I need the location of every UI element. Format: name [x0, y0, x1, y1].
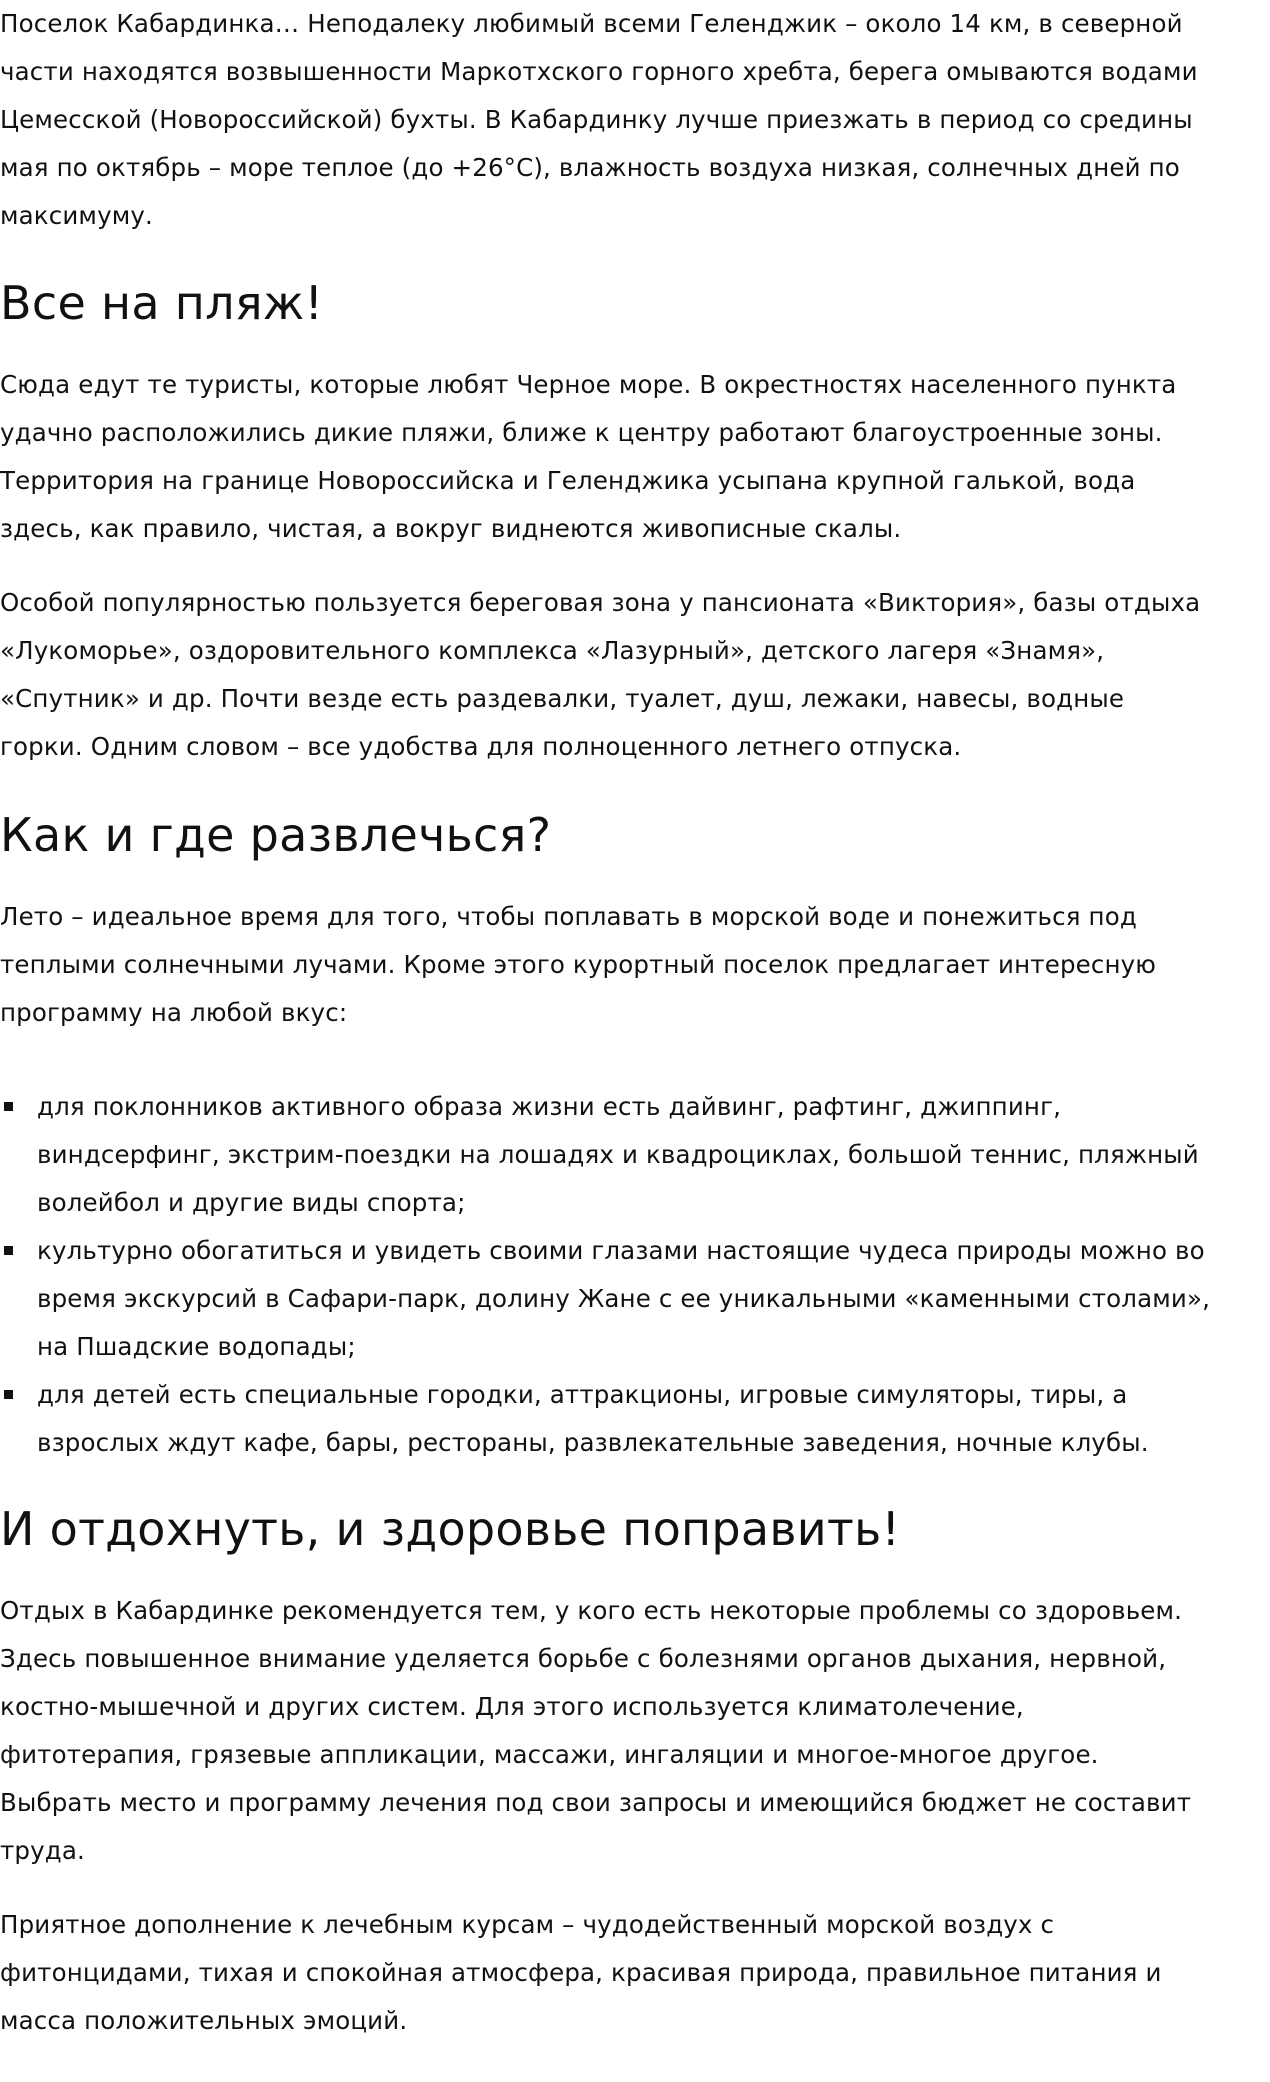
text-line: Здесь повышенное внимание уделяется борьбе с болезнями органов дыхания, нервной,	[0, 1644, 1167, 1673]
text-line: Цемесской (Новороссийской) бухты. В Кабардинку лучше приезжать в период со средины	[0, 105, 1193, 134]
text-line: для детей есть специальные городки, аттракционы, игровые симуляторы, тиры, а	[37, 1380, 1128, 1409]
text-line: труда.	[0, 1836, 85, 1865]
square-bullet-icon	[4, 1102, 13, 1111]
list-item	[0, 1371, 1270, 1467]
list-item	[0, 1227, 1270, 1371]
text-line: волейбол и другие виды спорта;	[37, 1188, 466, 1217]
text-line: фитотерапия, грязевые аппликации, массажи, ингаляции и многое-многое другое.	[0, 1740, 1099, 1769]
intro-paragraph	[0, 0, 1270, 240]
entertainment-list	[0, 1083, 1270, 1467]
entertainment-paragraph	[0, 893, 1270, 1037]
text-line: здесь, как правило, чистая, а вокруг виднеются живописные скалы.	[0, 514, 902, 543]
text-line: Поселок Кабардинка… Неподалеку любимый всеми Геленджик – около 14 км, в северной	[0, 9, 1183, 38]
health-heading: И отдохнуть, и здоровье поправить!	[0, 1502, 901, 1556]
beach-paragraph-1	[0, 361, 1270, 553]
text-line: фитонцидами, тихая и спокойная атмосфера, красивая природа, правильное питания и	[0, 1958, 1162, 1987]
text-line: Выбрать место и программу лечения под свои запросы и имеющийся бюджет не составит	[0, 1788, 1192, 1817]
beach-paragraph-2	[0, 579, 1270, 771]
text-line: горки. Одним словом – все удобства для полноценного летнего отпуска.	[0, 732, 962, 761]
text-line: части находятся возвышенности Маркотхского горного хребта, берега омываются водами	[0, 57, 1198, 86]
text-line: максимуму.	[0, 201, 153, 230]
text-line: виндсерфинг, экстрим-поездки на лошадях и квадроциклах, большой теннис, пляжный	[37, 1140, 1199, 1169]
text-line: Отдых в Кабардинке рекомендуется тем, у кого есть некоторые проблемы со здоровьем.	[0, 1596, 1183, 1625]
health-paragraph-2	[0, 1901, 1270, 2045]
text-line: Приятное дополнение к лечебным курсам – чудодейственный морской воздух с	[0, 1910, 1055, 1939]
health-paragraph-1	[0, 1587, 1270, 1875]
text-line: на Пшадские водопады;	[37, 1332, 356, 1361]
text-line: Сюда едут те туристы, которые любят Черное море. В окрестностях населенного пункта	[0, 370, 1177, 399]
text-line: теплыми солнечными лучами. Кроме этого курортный поселок предлагает интересную	[0, 950, 1157, 979]
text-line: удачно расположились дикие пляжи, ближе к центру работают благоустроенные зоны.	[0, 418, 1163, 447]
text-line: «Лукоморье», оздоровительного комплекса «Лазурный», детского лагеря «Знамя»,	[0, 636, 1105, 665]
text-line: костно-мышечной и других систем. Для этого используется климатолечение,	[0, 1692, 1024, 1721]
text-line: масса положительных эмоций.	[0, 2006, 408, 2035]
square-bullet-icon	[4, 1246, 13, 1255]
text-line: Территория на границе Новороссийска и Геленджика усыпана крупной галькой, вода	[0, 466, 1136, 495]
square-bullet-icon	[4, 1390, 13, 1399]
text-line: «Спутник» и др. Почти везде есть раздевалки, туалет, душ, лежаки, навесы, водные	[0, 684, 1125, 713]
text-line: культурно обогатиться и увидеть своими глазами настоящие чудеса природы можно во	[37, 1236, 1205, 1265]
text-line: время экскурсий в Сафари-парк, долину Жане с ее уникальными «каменными столами»,	[37, 1284, 1211, 1313]
list-item	[0, 1083, 1270, 1227]
text-line: для поклонников активного образа жизни есть дайвинг, рафтинг, джиппинг,	[37, 1092, 1062, 1121]
text-line: Лето – идеальное время для того, чтобы поплавать в морской воде и понежиться под	[0, 902, 1137, 931]
text-line: программу на любой вкус:	[0, 998, 348, 1027]
text-line: мая по октябрь – море теплое (до +26°C), влажность воздуха низкая, солнечных дней по	[0, 153, 1180, 182]
beach-heading: Все на пляж!	[0, 276, 324, 330]
text-line: взрослых ждут кафе, бары, рестораны, развлекательные заведения, ночные клубы.	[37, 1428, 1149, 1457]
text-line: Особой популярностью пользуется береговая зона у пансионата «Виктория», базы отдыха	[0, 588, 1201, 617]
entertainment-heading: Как и где развлечься?	[0, 808, 552, 862]
